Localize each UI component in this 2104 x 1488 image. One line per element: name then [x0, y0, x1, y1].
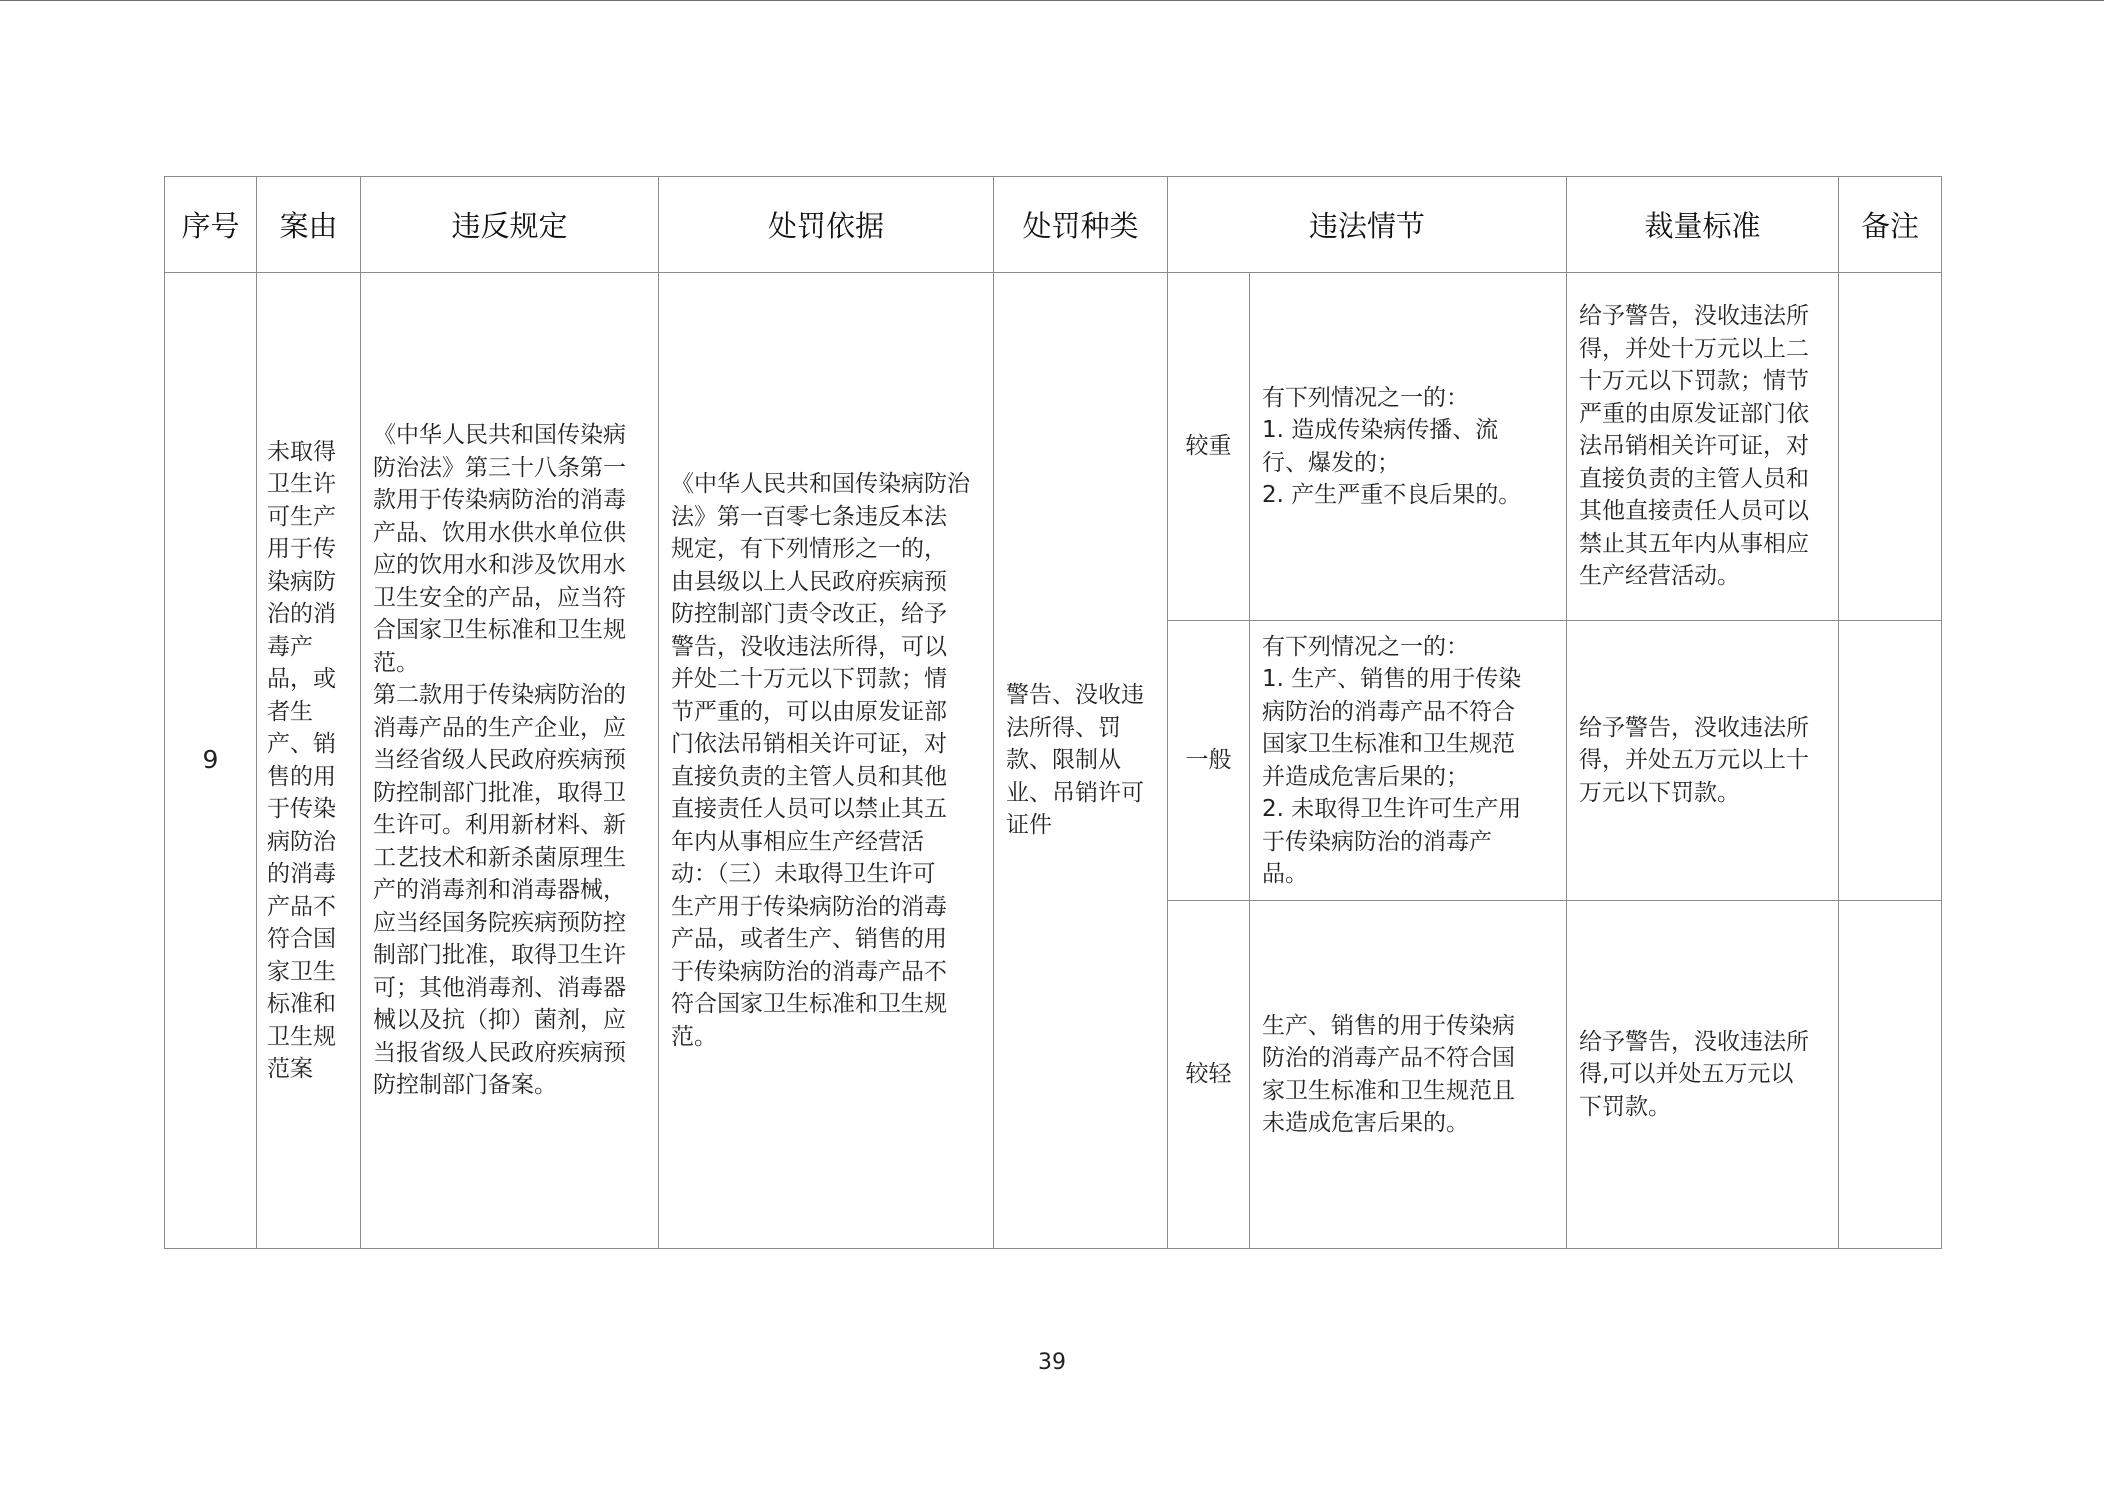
standard-text: 给予警告，没收违法所 得,可以并处五万元以 下罚款。 — [1579, 1028, 1810, 1120]
penalty-basis-text: 《中华人民共和国传染病防治 法》第一百零七条违反本法 规定，有下列情形之一的， 由县级以上人民政府疾病预 防控制部门责令改正，给予 警告，没收违法所得，可以 并处二十万元以下罚款；情 节严重的，可以由原发证部 门依法吊销相关许可证，对 直接负责的主管人员和其他 直接责任人员可以禁止其五 年内从事相应生产经营活 动：（三）未取得卫生许可 生产用于传染病防治的消毒 产品，或者生产、销售的用 于传染病防治的消毒产品不 符合国家卫生标准和卫生规 范。 — [671, 471, 970, 1050]
header-penalty-type: 处罚种类 — [994, 177, 1168, 273]
penalty-type-text: 警告、没收违 法所得、罚 款、限制从 业、吊销许可 证件 — [1006, 682, 1144, 839]
cell-level-general — [1168, 621, 1250, 901]
cell-remarks-general — [1839, 621, 1942, 901]
header-no: 序号 — [165, 177, 257, 273]
header-violated-rule: 违反规定 — [361, 177, 659, 273]
cell-no — [165, 273, 257, 1249]
cell-remarks-minor — [1839, 901, 1942, 1249]
standard-text: 给予警告，没收违法所 得，并处十万元以上二 十万元以下罚款；情节 严重的由原发证部门依 法吊销相关许可证，对 直接负责的主管人员和 其他直接责任人员可以 禁止其五年内从事相应 生产经营活动。 — [1579, 303, 1810, 590]
header-circumstances: 违法情节 — [1168, 177, 1567, 273]
circumstance-text: 生产、销售的用于传染病 防治的消毒产品不符合国 家卫生标准和卫生规范且 未造成危害后果的。 — [1262, 1012, 1515, 1136]
cell-remarks-serious — [1839, 273, 1942, 621]
header-remarks: 备注 — [1839, 177, 1942, 273]
cell-standard-minor — [1567, 901, 1839, 1249]
level-label: 较重 — [1185, 433, 1232, 460]
header-case: 案由 — [257, 177, 361, 273]
level-label: 较轻 — [1185, 1061, 1232, 1088]
cell-standard-serious — [1567, 273, 1839, 621]
circumstance-text: 有下列情况之一的： 1. 造成传染病传播、流 行、爆发的； 2. 产生严重不良后果的。 — [1262, 384, 1522, 508]
case-text: 未取得 卫生许 可生产 用于传 染病防 治的消 毒产 品，或 者生 产、销 售的用 于传染 病防治 的消毒 产品不 符合国 家卫生 标准和 卫生规 范案 — [267, 438, 336, 1082]
table-row — [165, 273, 1942, 621]
cell-circumstance-minor — [1250, 901, 1567, 1249]
cell-standard-general — [1567, 621, 1839, 901]
violated-rule-text: 《中华人民共和国传染病 防治法》第三十八条第一 款用于传染病防治的消毒 产品、饮用水供水单位供 应的饮用水和涉及饮用水 卫生安全的产品，应当符 合国家卫生标准和卫生规 范。 第二款用于传染病防治的 消毒产品的生产企业，应 当经省级人民政府疾病预 防控制部门批准，取得卫 生许可。利用新材料、新 工艺技术和新杀菌原理生 产的消毒剂和消毒器械， 应当经国务院疾病预防控 制部门批准，取得卫生许 可；其他消毒剂、消毒器 械以及抗（抑）菌剂，应 当报省级人民政府疾病预 防控制部门备案。 — [373, 422, 626, 1099]
cell-level-serious — [1168, 273, 1250, 621]
header-standard: 裁量标准 — [1567, 177, 1839, 273]
cell-level-minor — [1168, 901, 1250, 1249]
cell-circumstance-general — [1250, 621, 1567, 901]
circumstance-text: 有下列情况之一的： 1. 生产、销售的用于传染 病防治的消毒产品不符合 国家卫生标准和卫生规范 并造成危害后果的； 2. 未取得卫生许可生产用 于传染病防治的消毒产 品。 — [1262, 633, 1522, 887]
header-penalty-basis: 处罚依据 — [659, 177, 994, 273]
header-row — [165, 177, 1942, 273]
top-border-line — [0, 0, 2104, 1]
level-label: 一般 — [1185, 747, 1232, 774]
standard-text: 给予警告，没收违法所 得，并处五万元以上十 万元以下罚款。 — [1579, 714, 1810, 806]
page-number: 39 — [1038, 1350, 1066, 1375]
cell-penalty-type — [994, 273, 1168, 1249]
cell-case — [257, 273, 361, 1249]
cell-violated-rule — [361, 273, 659, 1249]
row-number: 9 — [202, 745, 219, 775]
cell-penalty-basis — [659, 273, 994, 1249]
penalty-discretion-table — [164, 176, 1942, 1249]
cell-circumstance-serious — [1250, 273, 1567, 621]
